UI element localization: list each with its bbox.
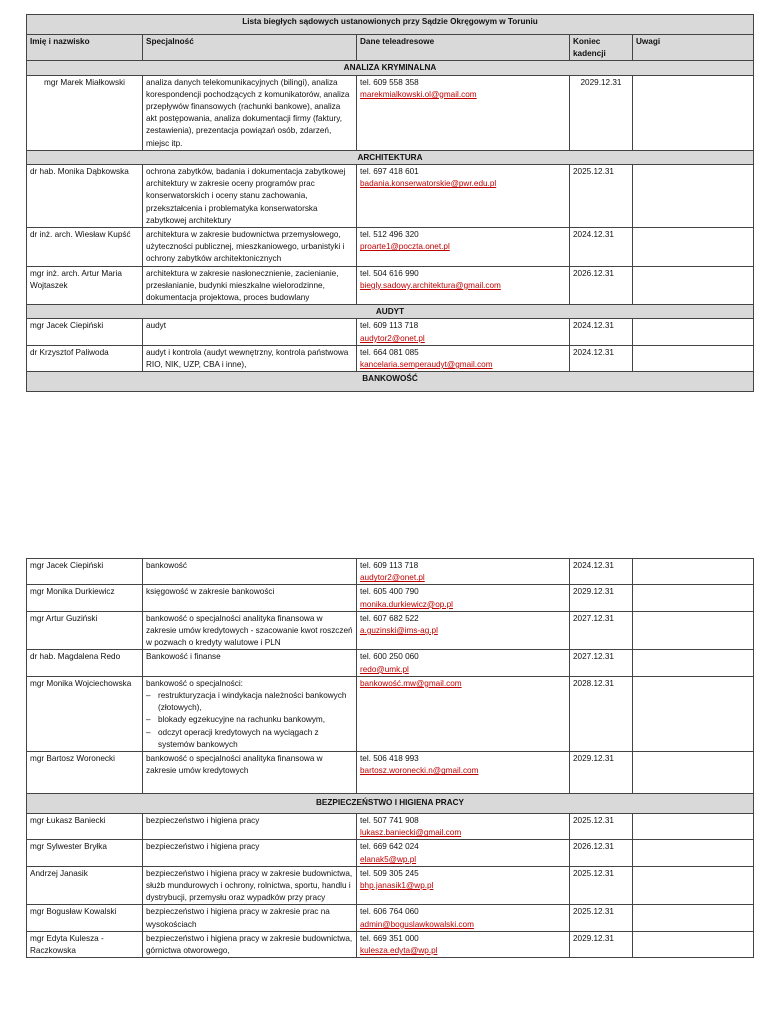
table-row bbox=[27, 931, 754, 957]
email-link[interactable]: badania.konserwatorskie@pwr.edu.pl bbox=[360, 179, 497, 189]
phone-number: tel. 609 558 358 bbox=[360, 77, 419, 87]
header-specialty: Specjalność bbox=[143, 35, 357, 61]
expert-specialty: Bankowość i finanse bbox=[143, 650, 357, 676]
experts-table-page-1 bbox=[26, 14, 754, 392]
table-row bbox=[27, 840, 754, 866]
expert-contact bbox=[357, 905, 570, 931]
term-end-date: 2029.12.31 bbox=[570, 75, 633, 150]
table-row bbox=[27, 611, 754, 650]
expert-specialty: bezpieczeństwo i higiena pracy bbox=[143, 814, 357, 840]
expert-specialty: bezpieczeństwo i higiena pracy w zakresie budownictwa, służb mundurowych i ochrony, rolnictwa, sportu, handlu i dystrybucji, przemysłu oraz wypadków przy pracy bbox=[143, 866, 357, 905]
email-link[interactable]: bhp.janasik1@wp.pl bbox=[360, 881, 434, 891]
expert-name: mgr Jacek Ciepiński bbox=[27, 559, 143, 585]
phone-number: tel. 669 351 000 bbox=[360, 933, 419, 943]
term-end-date: 2028.12.31 bbox=[570, 676, 633, 751]
email-link[interactable]: redo@umk.pl bbox=[360, 664, 409, 674]
table-row bbox=[27, 905, 754, 931]
phone-number: tel. 512 496 320 bbox=[360, 230, 419, 240]
expert-contact bbox=[357, 840, 570, 866]
phone-number: tel. 600 250 060 bbox=[360, 652, 419, 662]
section-bankowosc: BANKOWOŚĆ bbox=[27, 372, 754, 392]
expert-contact bbox=[357, 266, 570, 305]
email-link[interactable]: kulesza.edyta@wp.pl bbox=[360, 946, 438, 956]
phone-number: tel. 506 418 993 bbox=[360, 754, 419, 764]
table-row bbox=[27, 676, 754, 751]
email-link[interactable]: proarte1@poczta.onet.pl bbox=[360, 242, 450, 252]
notes-cell bbox=[633, 75, 754, 150]
header-term-end: Koniec kadencji bbox=[570, 35, 633, 61]
table-row bbox=[27, 319, 754, 345]
email-link[interactable]: bankowość.mw@gmail.com bbox=[360, 678, 462, 688]
email-link[interactable]: bartosz.woronecki.n@gmail.com bbox=[360, 766, 479, 776]
notes-cell bbox=[633, 752, 754, 794]
email-link[interactable]: biegly.sadowy.architektura@gmail.com bbox=[360, 280, 501, 290]
term-end-date: 2024.12.31 bbox=[570, 319, 633, 345]
term-end-date: 2029.12.31 bbox=[570, 585, 633, 611]
expert-name: mgr Marek Miałkowski bbox=[27, 75, 143, 150]
expert-contact bbox=[357, 676, 570, 751]
expert-specialty: bankowość bbox=[143, 559, 357, 585]
term-end-date: 2025.12.31 bbox=[570, 905, 633, 931]
phone-number: tel. 504 616 990 bbox=[360, 268, 419, 278]
table-row bbox=[27, 585, 754, 611]
term-end-date: 2024.12.31 bbox=[570, 559, 633, 585]
expert-contact bbox=[357, 814, 570, 840]
email-link[interactable]: a.guzinski@ims-ag.pl bbox=[360, 626, 438, 636]
expert-specialty: księgowość w zakresie bankowości bbox=[143, 585, 357, 611]
expert-name: mgr Sylwester Bryłka bbox=[27, 840, 143, 866]
term-end-date: 2025.12.31 bbox=[570, 814, 633, 840]
document-title: Lista biegłych sądowych ustanowionych przy Sądzie Okręgowym w Toruniu bbox=[27, 15, 754, 35]
expert-name: Andrzej Janasik bbox=[27, 866, 143, 905]
term-end-date: 2025.12.31 bbox=[570, 866, 633, 905]
notes-cell bbox=[633, 266, 754, 305]
table-row bbox=[27, 165, 754, 228]
notes-cell bbox=[633, 319, 754, 345]
expert-contact bbox=[357, 228, 570, 267]
expert-name: mgr inż. arch. Artur Maria Wojtaszek bbox=[27, 266, 143, 305]
term-end-date: 2024.12.31 bbox=[570, 228, 633, 267]
section-analiza: ANALIZA KRYMINALNA bbox=[27, 61, 754, 75]
email-link[interactable]: admin@boguslawkowalski.com bbox=[360, 919, 474, 929]
expert-contact bbox=[357, 165, 570, 228]
notes-cell bbox=[633, 814, 754, 840]
notes-cell bbox=[633, 585, 754, 611]
section-architektura: ARCHITEKTURA bbox=[27, 150, 754, 164]
expert-specialty: architektura w zakresie budownictwa przemysłowego, użyteczności publicznej, mieszkaniowego, urbanistyki i ochrony zabytków architektonicznych bbox=[143, 228, 357, 267]
expert-specialty: audyt i kontrola (audyt wewnętrzny, kontrola państwowa RIO, NIK, UZP, CBA i inne), bbox=[143, 345, 357, 371]
expert-specialty: bankowość o specjalności analityka finansowa w zakresie umów kredytowych bbox=[143, 752, 357, 794]
table-row bbox=[27, 75, 754, 150]
phone-number: tel. 697 418 601 bbox=[360, 167, 419, 177]
expert-name: dr hab. Magdalena Redo bbox=[27, 650, 143, 676]
email-link[interactable]: audytor2@onet.pl bbox=[360, 573, 425, 583]
section-bhp: BEZPIECZEŃSTWO I HIGIENA PRACY bbox=[27, 794, 754, 814]
term-end-date: 2027.12.31 bbox=[570, 611, 633, 650]
term-end-date: 2026.12.31 bbox=[570, 840, 633, 866]
expert-name: mgr Bartosz Woronecki bbox=[27, 752, 143, 794]
expert-name: mgr Artur Guziński bbox=[27, 611, 143, 650]
expert-contact bbox=[357, 319, 570, 345]
phone-number: tel. 607 682 522 bbox=[360, 613, 419, 623]
term-end-date: 2029.12.31 bbox=[570, 752, 633, 794]
expert-contact bbox=[357, 585, 570, 611]
term-end-date: 2027.12.31 bbox=[570, 650, 633, 676]
header-row bbox=[27, 35, 754, 61]
notes-cell bbox=[633, 931, 754, 957]
expert-name: mgr Bogusław Kowalski bbox=[27, 905, 143, 931]
section-audyt: AUDYT bbox=[27, 305, 754, 319]
expert-contact bbox=[357, 611, 570, 650]
expert-specialty: bankowość o specjalności analityka finansowa w zakresie umów kredytowych - szacowanie kwot roszczeń w pozwach o kredyty walutowe i PLN bbox=[143, 611, 357, 650]
email-link[interactable]: kancelaria.semperaudyt@gmail.com bbox=[360, 360, 493, 370]
expert-contact bbox=[357, 931, 570, 957]
expert-specialty: ochrona zabytków, badania i dokumentacja zabytkowej architektury w zakresie oceny programów prac konserwatorskich i oceny stanu zachowania, przekształcenia i problematyka konserwatorska zabytkowej architektury bbox=[143, 165, 357, 228]
notes-cell bbox=[633, 165, 754, 228]
table-row bbox=[27, 814, 754, 840]
expert-name: mgr Monika Durkiewicz bbox=[27, 585, 143, 611]
expert-contact bbox=[357, 345, 570, 371]
expert-name: dr Krzysztof Paliwoda bbox=[27, 345, 143, 371]
expert-specialty: architektura w zakresie nasłonecznienie, zacienianie, przesłanianie, budynki mieszkalne wielorodzinne, dokumentacja projektowa, proces budowlany bbox=[143, 266, 357, 305]
term-end-date: 2025.12.31 bbox=[570, 165, 633, 228]
specialty-list-item: – odczyt operacji kredytowych na wyciągach z systemów bankowych bbox=[158, 727, 353, 751]
notes-cell bbox=[633, 866, 754, 905]
notes-cell bbox=[633, 345, 754, 371]
expert-contact bbox=[357, 866, 570, 905]
expert-specialty: bezpieczeństwo i higiena pracy bbox=[143, 840, 357, 866]
expert-contact bbox=[357, 75, 570, 150]
phone-number: tel. 664 081 085 bbox=[360, 347, 419, 357]
phone-number: tel. 507 741 908 bbox=[360, 816, 419, 826]
email-link[interactable]: audytor2@onet.pl bbox=[360, 333, 425, 343]
term-end-date: 2026.12.31 bbox=[570, 266, 633, 305]
email-link[interactable]: elanak5@wp.pl bbox=[360, 854, 417, 864]
email-link[interactable]: monika.durkiewicz@op.pl bbox=[360, 599, 453, 609]
expert-name: dr inż. arch. Wiesław Kupść bbox=[27, 228, 143, 267]
phone-number: tel. 609 113 718 bbox=[360, 321, 419, 331]
specialty-list-item: – restrukturyzacja i windykacja należności bankowych (złotowych), bbox=[158, 690, 353, 714]
expert-specialty: audyt bbox=[143, 319, 357, 345]
notes-cell bbox=[633, 228, 754, 267]
expert-contact bbox=[357, 650, 570, 676]
experts-table-page-2 bbox=[26, 558, 754, 958]
table-row bbox=[27, 559, 754, 585]
table-row bbox=[27, 866, 754, 905]
expert-name: mgr Jacek Ciepiński bbox=[27, 319, 143, 345]
expert-specialty: bezpieczeństwo i higiena pracy w zakresie prac na wysokościach bbox=[143, 905, 357, 931]
table-row bbox=[27, 345, 754, 371]
table-row bbox=[27, 266, 754, 305]
expert-name: mgr Łukasz Baniecki bbox=[27, 814, 143, 840]
specialty-list bbox=[146, 690, 353, 751]
header-name: Imię i nazwisko bbox=[27, 35, 143, 61]
specialty-list-item: – blokady egzekucyjne na rachunku bankowym, bbox=[158, 714, 353, 726]
expert-name: mgr Monika Wojciechowska bbox=[27, 676, 143, 751]
expert-name: dr hab. Monika Dąbkowska bbox=[27, 165, 143, 228]
email-link[interactable]: marekmialkowski.ol@gmail.com bbox=[360, 89, 477, 99]
table-row bbox=[27, 228, 754, 267]
notes-cell bbox=[633, 905, 754, 931]
phone-number: tel. 605 400 790 bbox=[360, 587, 419, 597]
table-row bbox=[27, 650, 754, 676]
phone-number: tel. 606 764 060 bbox=[360, 907, 419, 917]
expert-specialty: analiza danych telekomunikacyjnych (bilingi), analiza korespondencji pochodzących z komunikatorów, analiza przepływów finansowych (rachunki bankowe), analiza akt postępowania, analiza dokumentacji firmy (faktury, zestawienia), prezentacja powiązań osób, zdarzeń, miejsc itp. bbox=[143, 75, 357, 150]
expert-specialty bbox=[143, 676, 357, 751]
table-row bbox=[27, 752, 754, 794]
notes-cell bbox=[633, 840, 754, 866]
term-end-date: 2029.12.31 bbox=[570, 931, 633, 957]
header-contact: Dane teleadresowe bbox=[357, 35, 570, 61]
term-end-date: 2024.12.31 bbox=[570, 345, 633, 371]
email-link[interactable]: lukasz.baniecki@gmail.com bbox=[360, 828, 462, 838]
phone-number: tel. 609 113 718 bbox=[360, 561, 419, 570]
specialty-intro: bankowość o specjalności: bbox=[146, 678, 243, 688]
phone-number: tel. 669 642 024 bbox=[360, 842, 419, 852]
header-notes: Uwagi bbox=[633, 35, 754, 61]
notes-cell bbox=[633, 650, 754, 676]
expert-contact bbox=[357, 559, 570, 585]
expert-specialty: bezpieczeństwo i higiena pracy w zakresie budownictwa, górnictwa otworowego, bbox=[143, 931, 357, 957]
notes-cell bbox=[633, 676, 754, 751]
expert-contact bbox=[357, 752, 570, 794]
notes-cell bbox=[633, 559, 754, 585]
phone-number: tel. 509 305 245 bbox=[360, 868, 419, 878]
notes-cell bbox=[633, 611, 754, 650]
expert-name: mgr Edyta Kulesza - Raczkowska bbox=[27, 931, 143, 957]
